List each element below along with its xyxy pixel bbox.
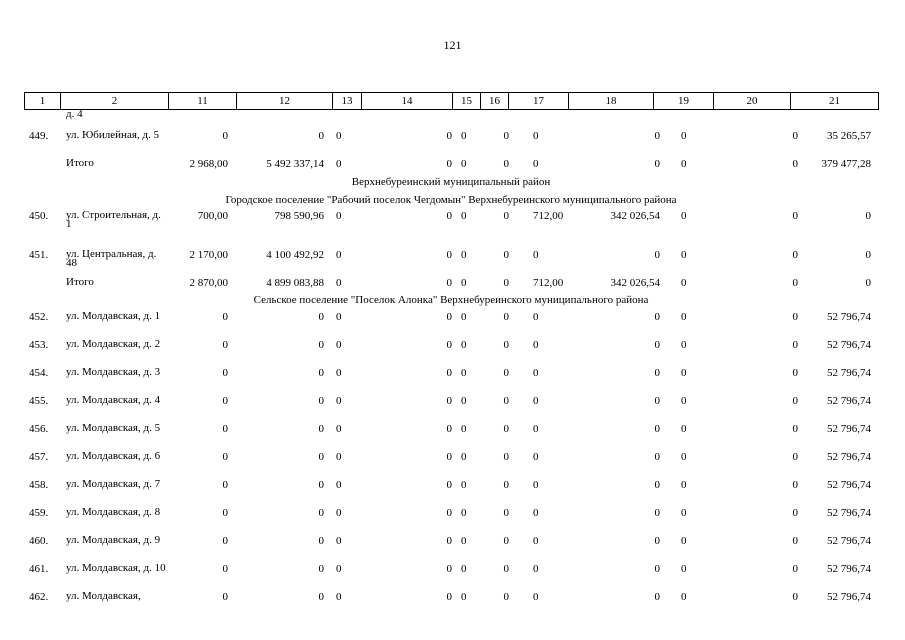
cell-v17: 0 [533, 130, 539, 142]
column-header-13: 13 [333, 93, 362, 110]
cell-v20: 0 [792, 311, 798, 323]
cell-v12: 0 [318, 130, 324, 142]
column-header-15: 15 [453, 93, 481, 110]
section-heading: Сельское поселение "Поселок Алонка" Верхнебуреинского муниципального района [253, 294, 649, 306]
cell-num: 454. [29, 367, 49, 379]
cell-v12: 0 [318, 563, 324, 575]
column-header-table [24, 92, 879, 110]
cell-v12: 4 100 492,92 [266, 249, 324, 261]
top-address-fragment: д. 4 [66, 108, 83, 120]
cell-addr: ул. Юбилейная, д. 5 [66, 129, 159, 141]
cell-v17: 712,00 [533, 277, 564, 289]
cell-v11: 0 [222, 535, 228, 547]
cell-v19: 0 [681, 535, 687, 547]
cell-addr: ул. Молдавская, д. 1 [66, 310, 161, 322]
cell-v13: 0 [336, 210, 342, 222]
column-header-18: 18 [569, 93, 654, 110]
cell-v14: 0 [446, 535, 452, 547]
cell-v17: 0 [533, 535, 539, 547]
cell-v21: 52 796,74 [827, 591, 871, 603]
cell-addr: ул. Строительная, д. 1 [66, 209, 161, 230]
cell-v14: 0 [446, 451, 452, 463]
cell-v14: 0 [446, 158, 452, 170]
cell-v20: 0 [792, 479, 798, 491]
cell-v19: 0 [681, 311, 687, 323]
cell-addr: ул. Центральная, д. 48 [66, 248, 157, 269]
cell-v20: 0 [792, 339, 798, 351]
cell-v16: 0 [503, 507, 509, 519]
cell-v20: 0 [792, 563, 798, 575]
cell-v15: 0 [461, 451, 467, 463]
cell-v14: 0 [446, 130, 452, 142]
cell-v19: 0 [681, 158, 687, 170]
cell-v19: 0 [681, 367, 687, 379]
cell-v12: 0 [318, 423, 324, 435]
cell-v20: 0 [792, 249, 798, 261]
column-header-21: 21 [791, 93, 879, 110]
section-heading: Городское поселение "Рабочий поселок Чегдомын" Верхнебуреинского муниципального района [225, 194, 677, 206]
cell-v14: 0 [446, 339, 452, 351]
cell-v12: 798 590,96 [274, 210, 324, 222]
cell-v14: 0 [446, 395, 452, 407]
cell-num: 455. [29, 395, 49, 407]
cell-v18: 0 [654, 535, 660, 547]
column-header-17: 17 [509, 93, 569, 110]
cell-v15: 0 [461, 367, 467, 379]
cell-v14: 0 [446, 423, 452, 435]
cell-v21: 35 265,57 [827, 130, 871, 142]
cell-v14: 0 [446, 210, 452, 222]
cell-v11: 2 968,00 [189, 158, 228, 170]
cell-v13: 0 [336, 507, 342, 519]
cell-v14: 0 [446, 591, 452, 603]
cell-v16: 0 [503, 210, 509, 222]
cell-v19: 0 [681, 395, 687, 407]
cell-v12: 0 [318, 451, 324, 463]
cell-v13: 0 [336, 451, 342, 463]
cell-v18: 0 [654, 507, 660, 519]
cell-v11: 0 [222, 311, 228, 323]
cell-v14: 0 [446, 311, 452, 323]
cell-v11: 0 [222, 451, 228, 463]
cell-v13: 0 [336, 339, 342, 351]
cell-v15: 0 [461, 210, 467, 222]
cell-v11: 0 [222, 507, 228, 519]
cell-v17: 0 [533, 367, 539, 379]
cell-v19: 0 [681, 339, 687, 351]
cell-v19: 0 [681, 423, 687, 435]
cell-num: 456. [29, 423, 49, 435]
cell-v12: 0 [318, 479, 324, 491]
cell-v21: 0 [865, 210, 871, 222]
cell-v20: 0 [792, 507, 798, 519]
cell-v16: 0 [503, 249, 509, 261]
cell-v20: 0 [792, 395, 798, 407]
cell-v19: 0 [681, 507, 687, 519]
cell-v11: 0 [222, 395, 228, 407]
cell-v15: 0 [461, 277, 467, 289]
cell-addr: Итого [66, 157, 94, 169]
cell-num: 459. [29, 507, 49, 519]
cell-v11: 0 [222, 423, 228, 435]
cell-v13: 0 [336, 395, 342, 407]
cell-v21: 52 796,74 [827, 507, 871, 519]
cell-v15: 0 [461, 130, 467, 142]
cell-v16: 0 [503, 130, 509, 142]
cell-v15: 0 [461, 158, 467, 170]
cell-v14: 0 [446, 367, 452, 379]
cell-v20: 0 [792, 277, 798, 289]
cell-v15: 0 [461, 311, 467, 323]
cell-v11: 0 [222, 367, 228, 379]
cell-num: 461. [29, 563, 49, 575]
cell-v17: 0 [533, 339, 539, 351]
cell-v20: 0 [792, 423, 798, 435]
cell-v16: 0 [503, 395, 509, 407]
cell-v18: 0 [654, 591, 660, 603]
cell-v19: 0 [681, 210, 687, 222]
cell-v12: 0 [318, 535, 324, 547]
cell-v15: 0 [461, 591, 467, 603]
cell-v17: 0 [533, 451, 539, 463]
cell-v12: 0 [318, 395, 324, 407]
column-header-12: 12 [237, 93, 333, 110]
cell-v20: 0 [792, 591, 798, 603]
cell-num: 460. [29, 535, 49, 547]
cell-v16: 0 [503, 311, 509, 323]
cell-v20: 0 [792, 535, 798, 547]
cell-v13: 0 [336, 277, 342, 289]
cell-v21: 52 796,74 [827, 367, 871, 379]
section-heading: Верхнебуреинский муниципальный район [351, 176, 551, 188]
cell-v20: 0 [792, 158, 798, 170]
cell-addr: ул. Молдавская, д. 4 [66, 394, 161, 406]
column-header-1: 1 [25, 93, 61, 110]
cell-addr: ул. Молдавская, д. 7 [66, 478, 161, 490]
cell-addr: ул. Молдавская, д. 10 [66, 562, 166, 574]
cell-v13: 0 [336, 249, 342, 261]
cell-v17: 0 [533, 507, 539, 519]
column-header-19: 19 [654, 93, 714, 110]
cell-v19: 0 [681, 130, 687, 142]
cell-v17: 0 [533, 563, 539, 575]
cell-v16: 0 [503, 423, 509, 435]
cell-num: 458. [29, 479, 49, 491]
cell-num: 453. [29, 339, 49, 351]
cell-v20: 0 [792, 367, 798, 379]
cell-v12: 0 [318, 507, 324, 519]
cell-v18: 342 026,54 [610, 210, 660, 222]
cell-v18: 0 [654, 311, 660, 323]
cell-v16: 0 [503, 563, 509, 575]
cell-v19: 0 [681, 451, 687, 463]
cell-v21: 52 796,74 [827, 563, 871, 575]
cell-v16: 0 [503, 158, 509, 170]
cell-v12: 0 [318, 311, 324, 323]
cell-v13: 0 [336, 563, 342, 575]
cell-v11: 0 [222, 339, 228, 351]
column-header-2: 2 [61, 93, 169, 110]
cell-v11: 2 870,00 [189, 277, 228, 289]
cell-v15: 0 [461, 395, 467, 407]
cell-v21: 52 796,74 [827, 451, 871, 463]
cell-v12: 0 [318, 367, 324, 379]
cell-v19: 0 [681, 563, 687, 575]
cell-v21: 52 796,74 [827, 395, 871, 407]
cell-v18: 342 026,54 [610, 277, 660, 289]
cell-v21: 52 796,74 [827, 423, 871, 435]
cell-v13: 0 [336, 311, 342, 323]
cell-v18: 0 [654, 367, 660, 379]
cell-v11: 2 170,00 [189, 249, 228, 261]
cell-v18: 0 [654, 339, 660, 351]
cell-v13: 0 [336, 591, 342, 603]
cell-v18: 0 [654, 158, 660, 170]
cell-v12: 4 899 083,88 [266, 277, 324, 289]
cell-v12: 5 492 337,14 [266, 158, 324, 170]
cell-v15: 0 [461, 339, 467, 351]
column-header-20: 20 [714, 93, 791, 110]
cell-v15: 0 [461, 507, 467, 519]
cell-num: 449. [29, 130, 49, 142]
cell-v12: 0 [318, 339, 324, 351]
cell-v16: 0 [503, 339, 509, 351]
cell-num: 462. [29, 591, 49, 603]
cell-v18: 0 [654, 479, 660, 491]
cell-v16: 0 [503, 535, 509, 547]
cell-v11: 0 [222, 591, 228, 603]
cell-v13: 0 [336, 423, 342, 435]
cell-v11: 0 [222, 130, 228, 142]
cell-num: 450. [29, 210, 49, 222]
cell-addr: ул. Молдавская, д. 3 [66, 366, 161, 378]
cell-v16: 0 [503, 451, 509, 463]
cell-v16: 0 [503, 479, 509, 491]
cell-v17: 0 [533, 591, 539, 603]
cell-v15: 0 [461, 535, 467, 547]
cell-addr: ул. Молдавская, д. 8 [66, 506, 161, 518]
cell-v16: 0 [503, 367, 509, 379]
cell-v19: 0 [681, 249, 687, 261]
cell-v13: 0 [336, 158, 342, 170]
cell-v17: 0 [533, 249, 539, 261]
cell-v17: 712,00 [533, 210, 564, 222]
cell-addr: Итого [66, 276, 94, 288]
cell-v19: 0 [681, 277, 687, 289]
cell-v13: 0 [336, 130, 342, 142]
cell-v21: 52 796,74 [827, 535, 871, 547]
cell-num: 451. [29, 249, 49, 261]
column-header-14: 14 [362, 93, 453, 110]
cell-v17: 0 [533, 479, 539, 491]
cell-addr: ул. Молдавская, [66, 590, 141, 602]
cell-v17: 0 [533, 395, 539, 407]
cell-v17: 0 [533, 158, 539, 170]
cell-addr: ул. Молдавская, д. 2 [66, 338, 161, 350]
cell-v18: 0 [654, 130, 660, 142]
cell-v18: 0 [654, 563, 660, 575]
cell-v14: 0 [446, 249, 452, 261]
cell-v21: 52 796,74 [827, 311, 871, 323]
cell-v16: 0 [503, 591, 509, 603]
cell-v18: 0 [654, 423, 660, 435]
cell-v17: 0 [533, 423, 539, 435]
column-header-11: 11 [169, 93, 237, 110]
cell-v13: 0 [336, 479, 342, 491]
cell-v15: 0 [461, 563, 467, 575]
cell-v21: 0 [865, 249, 871, 261]
cell-v13: 0 [336, 535, 342, 547]
cell-v14: 0 [446, 507, 452, 519]
cell-v21: 52 796,74 [827, 479, 871, 491]
cell-v19: 0 [681, 591, 687, 603]
cell-addr: ул. Молдавская, д. 6 [66, 450, 161, 462]
cell-v18: 0 [654, 249, 660, 261]
cell-v14: 0 [446, 563, 452, 575]
cell-v21: 52 796,74 [827, 339, 871, 351]
cell-v14: 0 [446, 479, 452, 491]
page-number: 121 [443, 38, 462, 52]
cell-v21: 0 [865, 277, 871, 289]
cell-v13: 0 [336, 367, 342, 379]
cell-v18: 0 [654, 451, 660, 463]
cell-addr: ул. Молдавская, д. 9 [66, 534, 161, 546]
cell-v15: 0 [461, 479, 467, 491]
cell-v20: 0 [792, 130, 798, 142]
cell-v15: 0 [461, 249, 467, 261]
cell-v20: 0 [792, 210, 798, 222]
cell-v21: 379 477,28 [821, 158, 871, 170]
cell-v15: 0 [461, 423, 467, 435]
cell-v17: 0 [533, 311, 539, 323]
cell-v16: 0 [503, 277, 509, 289]
cell-v18: 0 [654, 395, 660, 407]
cell-num: 457. [29, 451, 49, 463]
cell-v11: 0 [222, 479, 228, 491]
cell-v20: 0 [792, 451, 798, 463]
cell-addr: ул. Молдавская, д. 5 [66, 422, 161, 434]
cell-v11: 0 [222, 563, 228, 575]
cell-v19: 0 [681, 479, 687, 491]
cell-v14: 0 [446, 277, 452, 289]
cell-v12: 0 [318, 591, 324, 603]
cell-v11: 700,00 [197, 210, 228, 222]
column-header-16: 16 [481, 93, 509, 110]
cell-num: 452. [29, 311, 49, 323]
